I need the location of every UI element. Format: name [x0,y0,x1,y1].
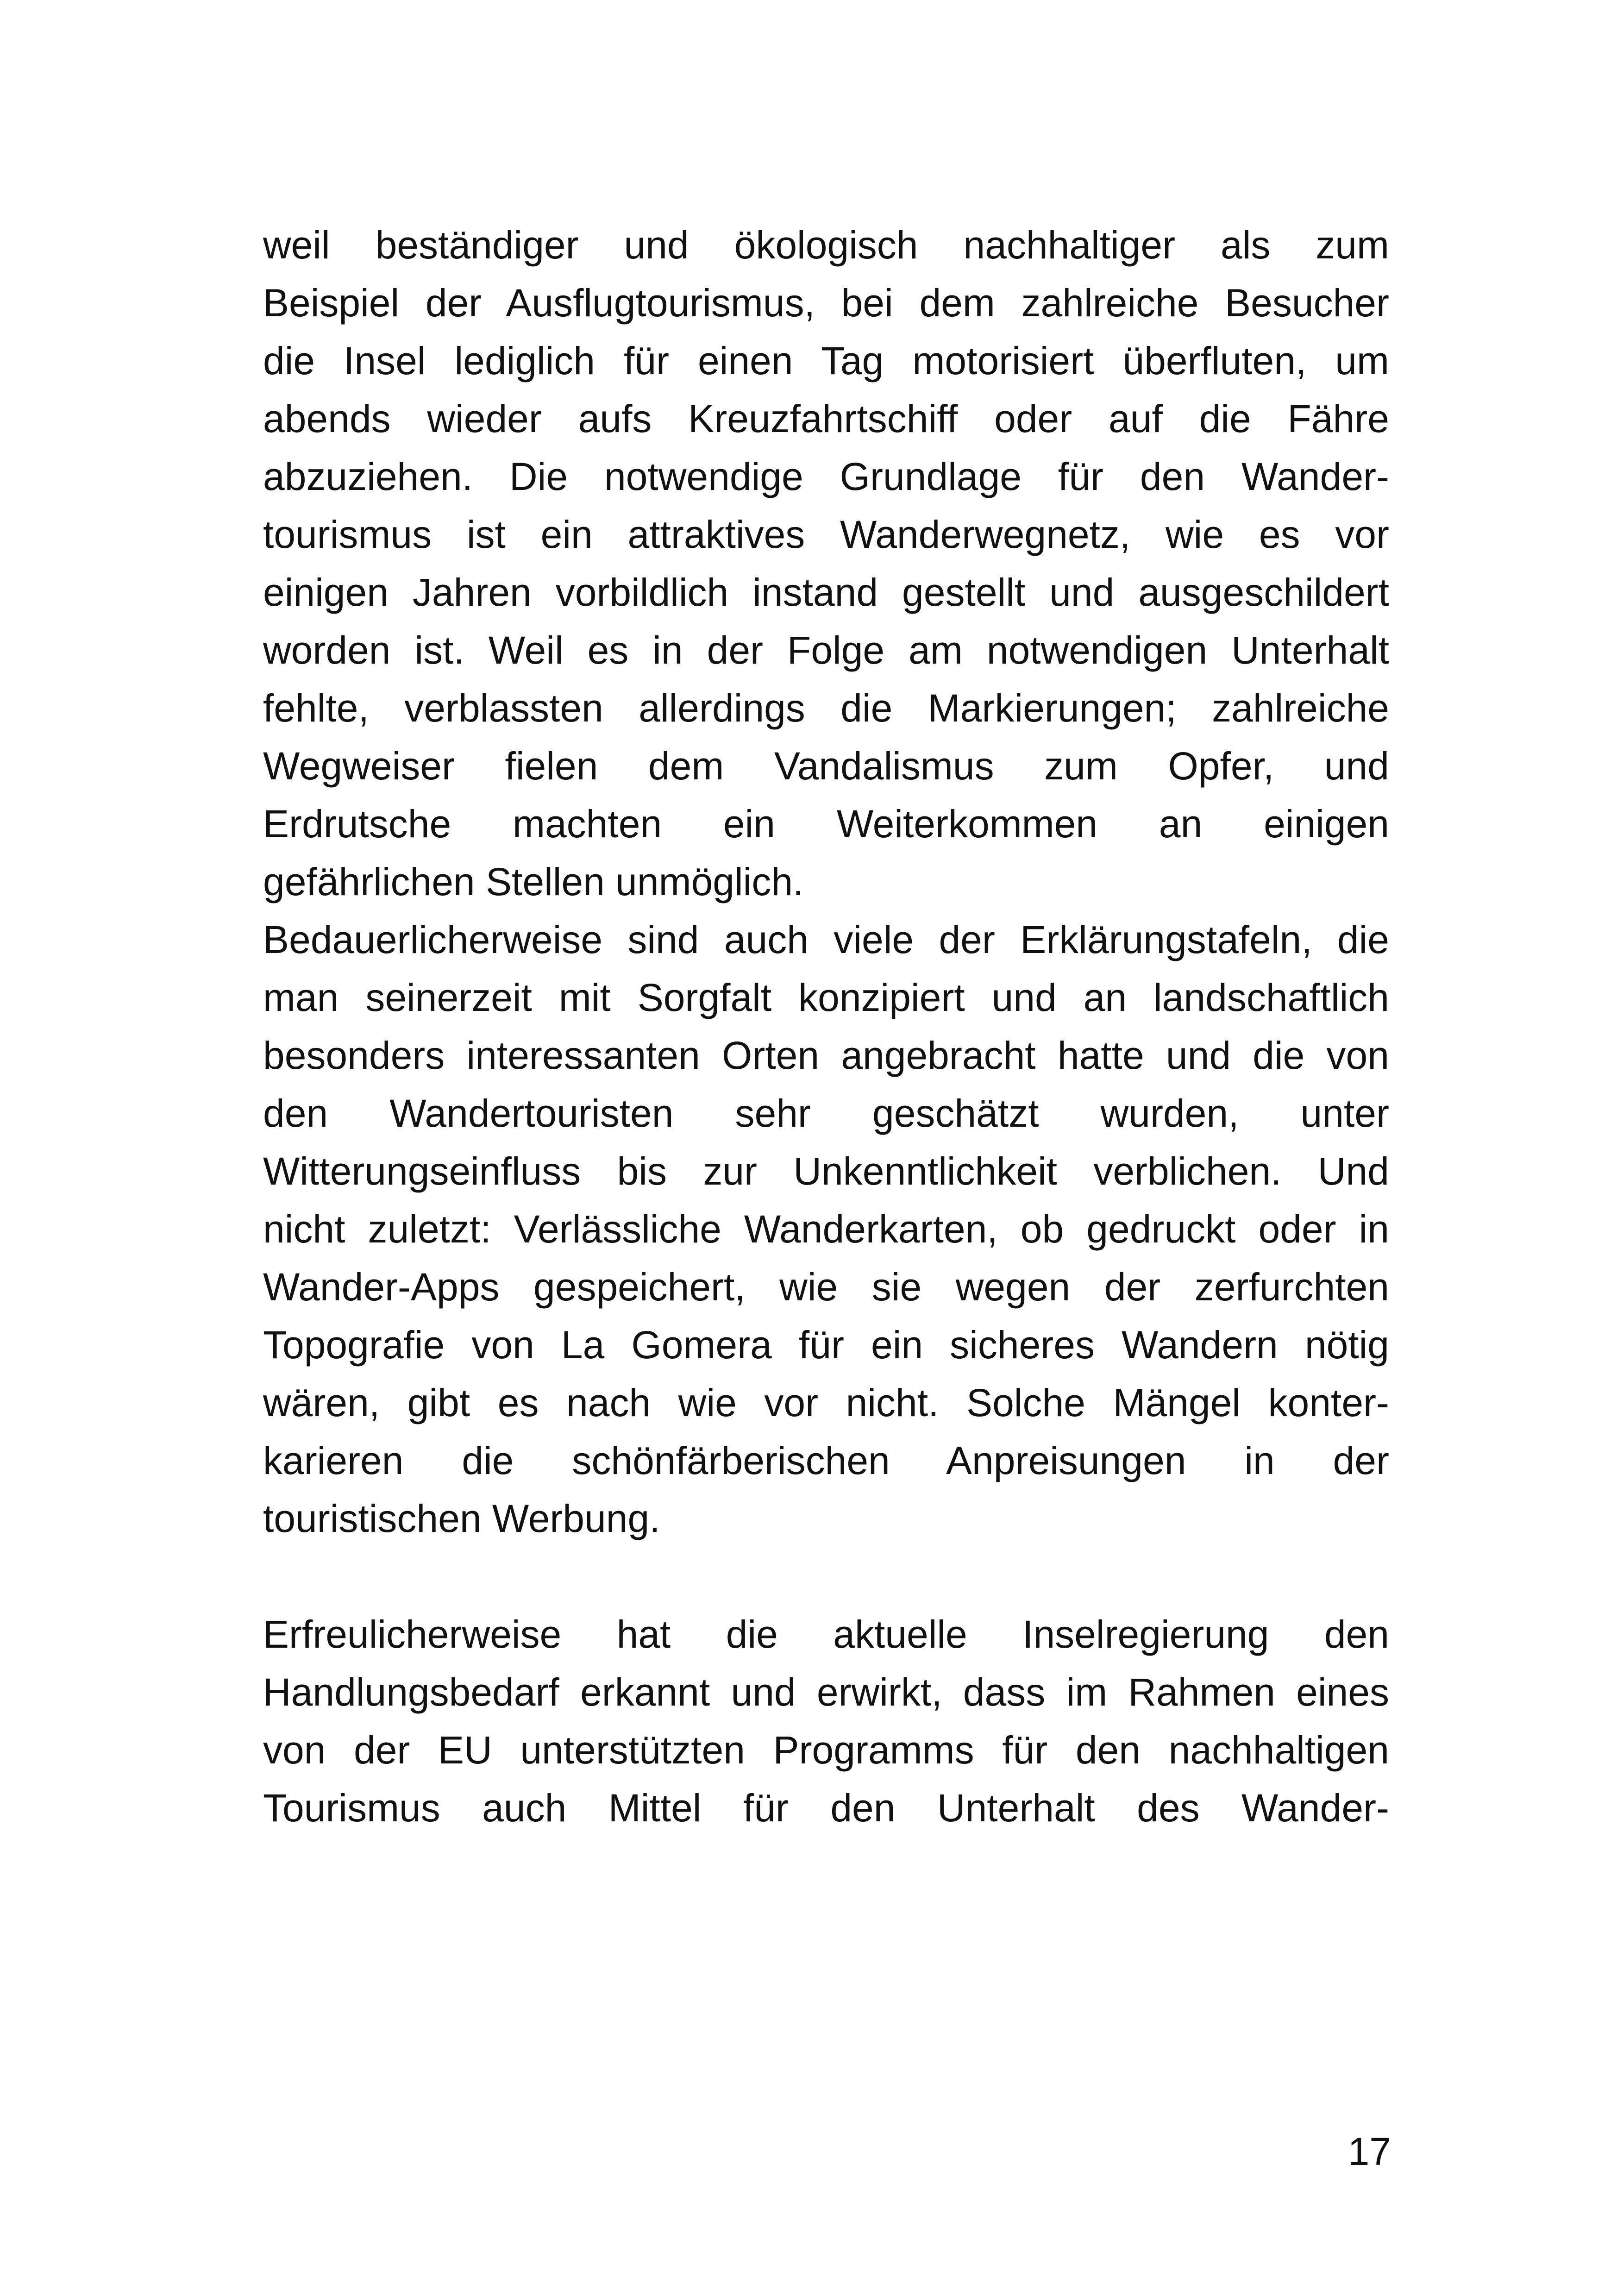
paragraph-2-line: nicht zuletzt: Verlässliche Wanderkarten, ob gedruckt oder in [263,1207,1389,1251]
paragraph-1-line-last: gefährlichen Stellen unmöglich. [263,860,804,903]
paragraph-3-line: Handlungsbedarf erkannt und erwirkt, dass im Rahmen eines [263,1670,1389,1714]
paragraph-2-line: Bedauerlicherweise sind auch viele der Erklärungstafeln, die [263,918,1389,961]
paragraph-2-line: man seinerzeit mit Sorgfalt konzipiert und an landschaftlich [263,976,1389,1019]
paragraph-1-line: Beispiel der Ausflugtourismus, bei dem zahlreiche Besucher [263,281,1389,325]
paragraph-1-line: abends wieder aufs Kreuzfahrtschiff oder auf die Fähre [263,397,1389,440]
paragraph-1-line: einigen Jahren vorbildlich instand gestellt und ausgeschildert [263,571,1389,614]
paragraph-1-line: tourismus ist ein attraktives Wanderwegnetz, wie es vor [263,513,1389,556]
body-text-lower [263,1606,1389,1837]
paragraph-2-line-last: touristischen Werbung. [263,1497,660,1540]
body-text-upper [263,216,1389,1548]
paragraph-1-line: abzuziehen. Die notwendige Grundlage für den Wander- [263,455,1389,498]
paragraph-2-line: karieren die schönfärberischen Anpreisungen in der [263,1439,1389,1482]
paragraph-1-line: Wegweiser fielen dem Vandalismus zum Opfer, und [263,744,1389,788]
paragraph-2-line: Wander-Apps gespeichert, wie sie wegen der zerfurchten [263,1265,1389,1309]
paragraph-3-line: Erfreulicherweise hat die aktuelle Inselregierung den [263,1612,1389,1656]
paragraph-2-line: Topografie von La Gomera für ein sicheres Wandern nötig [263,1323,1389,1367]
page-number: 17 [1348,2130,1391,2173]
paragraph-2-line: besonders interessanten Orten angebracht hatte und die von [263,1034,1389,1077]
paragraph-2-line: wären, gibt es nach wie vor nicht. Solche Mängel konter- [263,1381,1389,1424]
paragraph-3-line: Tourismus auch Mittel für den Unterhalt des Wander- [263,1786,1389,1830]
paragraph-1-line: fehlte, verblassten allerdings die Markierungen; zahlreiche [263,686,1389,730]
paragraph-1-line: die Insel lediglich für einen Tag motorisiert überfluten, um [263,339,1389,383]
paragraph-1-line: worden ist. Weil es in der Folge am notwendigen Unterhalt [263,628,1389,672]
paragraph-2-line: den Wandertouristen sehr geschätzt wurden, unter [263,1092,1389,1135]
paragraph-3-line: von der EU unterstützten Programms für den nachhaltigen [263,1728,1389,1772]
paragraph-1-line: Erdrutsche machten ein Weiterkommen an einigen [263,802,1389,846]
paragraph-1-line: weil beständiger und ökologisch nachhaltiger als zum [263,223,1389,267]
paragraph-2-line: Witterungseinfluss bis zur Unkenntlichkeit verblichen. Und [263,1149,1389,1193]
